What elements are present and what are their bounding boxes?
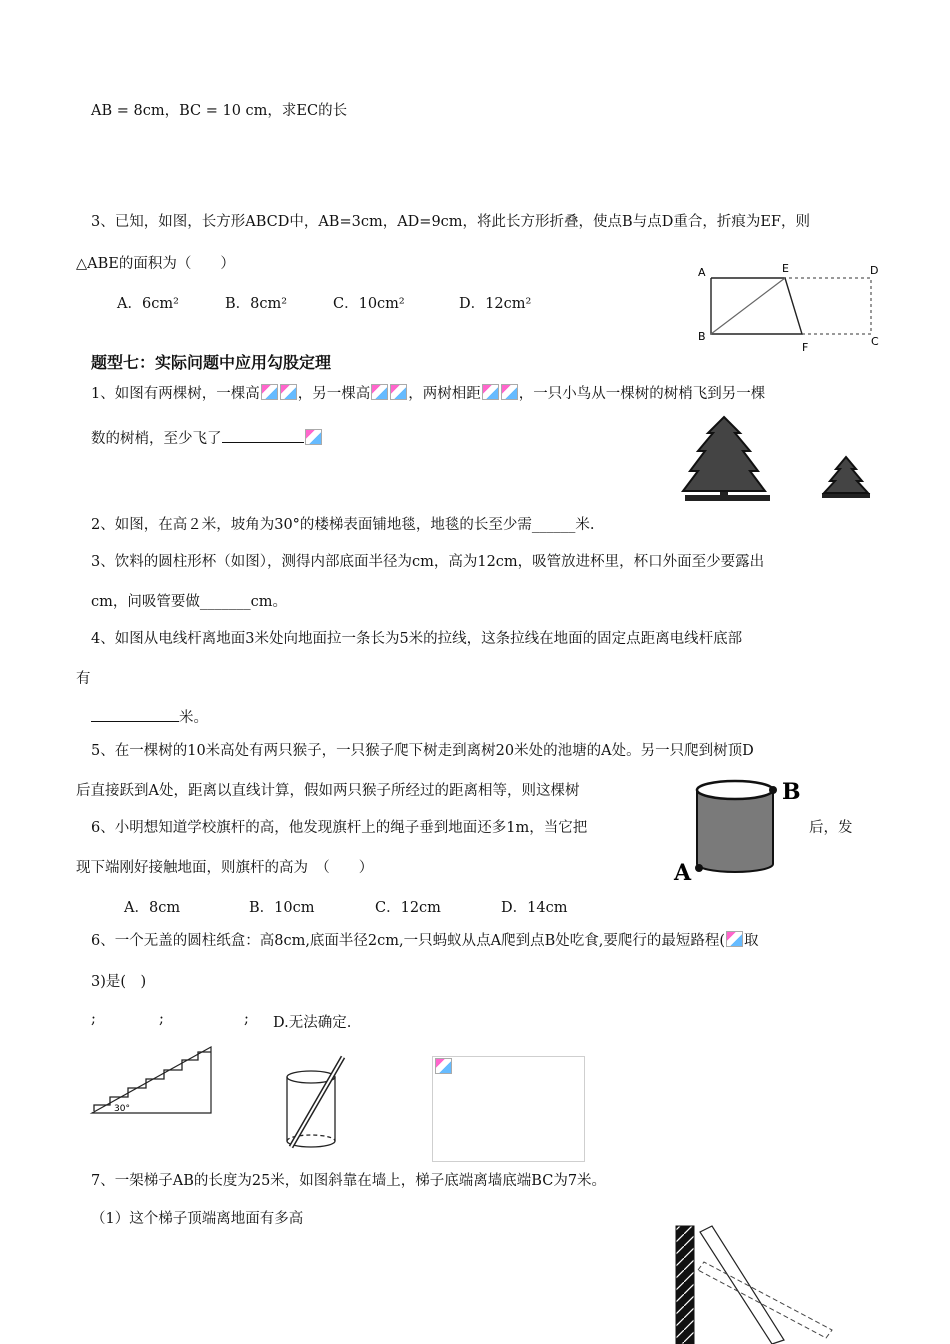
p6-option-d: D．14cm [501, 900, 568, 916]
p3-line-2: cm，问吸管要做_______cm。 [91, 594, 287, 610]
p2-text: 2、如图，在高２米，坡角为30°的楼梯表面铺地毯，地毯的长至少需______米. [91, 517, 595, 533]
p7-line-1: 7、一架梯子AB的长度为25米，如图斜靠在墙上，梯子底端离墙底端BC为7米。 [91, 1173, 607, 1189]
p4-line-1: 4、如图从电线杆离地面3米处向地面拉一条长为5米的拉线，这条拉线在地面的固定点距离电线杆底部 [91, 631, 743, 647]
p6-line-1b: 后，发 [809, 820, 853, 836]
label-b: B [698, 330, 706, 343]
p5-line-2: 后直接跃到A处，距离以直线计算，假如两只猴子所经过的距离相等，则这棵树 [76, 783, 580, 799]
broken-image-icon [726, 931, 743, 947]
p6b-option-4: D.无法确定. [273, 1015, 352, 1031]
q3-option-c: C．10cm² [333, 296, 405, 312]
label-f: F [802, 341, 809, 354]
cup-straw-figure [283, 1055, 353, 1155]
p6-option-c: C．12cm [375, 900, 441, 916]
q3-option-d: D．12cm² [459, 296, 532, 312]
q3-option-b: B．8cm² [225, 296, 288, 312]
p4-line-2: 有 [76, 671, 91, 687]
q3-text-2: △ABE的面积为（ ） [76, 256, 235, 272]
p6-line-2: 现下端刚好接触地面，则旗杆的高为 （ ） [76, 860, 374, 876]
p6-line-1a: 6、小明想知道学校旗杆的高，他发现旗杆上的绳子垂到地面还多1m，当它把 [91, 820, 588, 836]
p6b-option-1: ; [91, 1011, 96, 1027]
p6b-line-1: 6、一个无盖的圆柱纸盒：高8cm,底面半径2cm,一只蚂蚁从点A爬到点B处吃食,要爬行的最短路程( 取 [91, 933, 759, 949]
angle-label: 30° [114, 1104, 130, 1114]
label-d: D [870, 264, 879, 277]
broken-image-icon [261, 384, 278, 400]
p7-sub-1: （1）这个梯子顶端离地面有多高 [91, 1211, 304, 1227]
section-title: 题型七：实际问题中应用勾股定理 [91, 353, 332, 372]
rectangle-fold-figure [690, 260, 890, 355]
label-b: B [782, 779, 801, 805]
broken-image-icon [435, 1058, 452, 1074]
p3-line-1: 3、饮料的圆柱形杯（如图），测得内部底面半径为cm，高为12cm，吸管放进杯里，杯口外面至少要露出 [91, 554, 765, 570]
q3-option-a: A．6cm² [117, 296, 179, 312]
broken-image-icon [501, 384, 518, 400]
broken-image-icon [280, 384, 297, 400]
label-a: A [674, 860, 692, 886]
label-a: A [698, 266, 706, 279]
ladder-figure [672, 1222, 837, 1344]
q3-text-1: 3、已知，如图，长方形ABCD中，AB=3cm，AD=9cm，将此长方形折叠，使点B与点D重合，折痕为EF，则 [91, 214, 810, 230]
p6b-option-2: ; [159, 1011, 164, 1027]
p5-line-1: 5、在一棵树的10米高处有两只猴子，一只猴子爬下树走到离树20米处的池塘的A处。另一只爬到树顶D [91, 743, 754, 759]
ab-bc-line: AB = 8cm，BC = 10 cm，求EC的长 [91, 103, 348, 119]
p6-option-a: A．8cm [124, 900, 181, 916]
broken-image-icon [390, 384, 407, 400]
p4-line-3: 米。 [91, 707, 208, 728]
broken-image-icon [482, 384, 499, 400]
p1-line-1: 1、如图有两棵树，一棵高 ，另一棵高 ，两树相距 ，一只小鸟从一棵树的树梢飞到另一棵 [91, 386, 766, 402]
p6b-option-3: ; [244, 1011, 249, 1027]
trees-figure [680, 415, 880, 510]
image-placeholder [432, 1056, 585, 1162]
label-e: E [782, 262, 789, 275]
label-c: C [871, 335, 879, 348]
p6-option-b: B．10cm [249, 900, 315, 916]
p6b-line-2: 3)是( ) [91, 974, 147, 990]
cylinder-ab-figure [672, 772, 812, 887]
stairs-figure [90, 1045, 215, 1117]
broken-image-icon [305, 429, 322, 445]
p1-line-2: 数的树梢，至少飞了 [91, 428, 323, 449]
broken-image-icon [371, 384, 388, 400]
